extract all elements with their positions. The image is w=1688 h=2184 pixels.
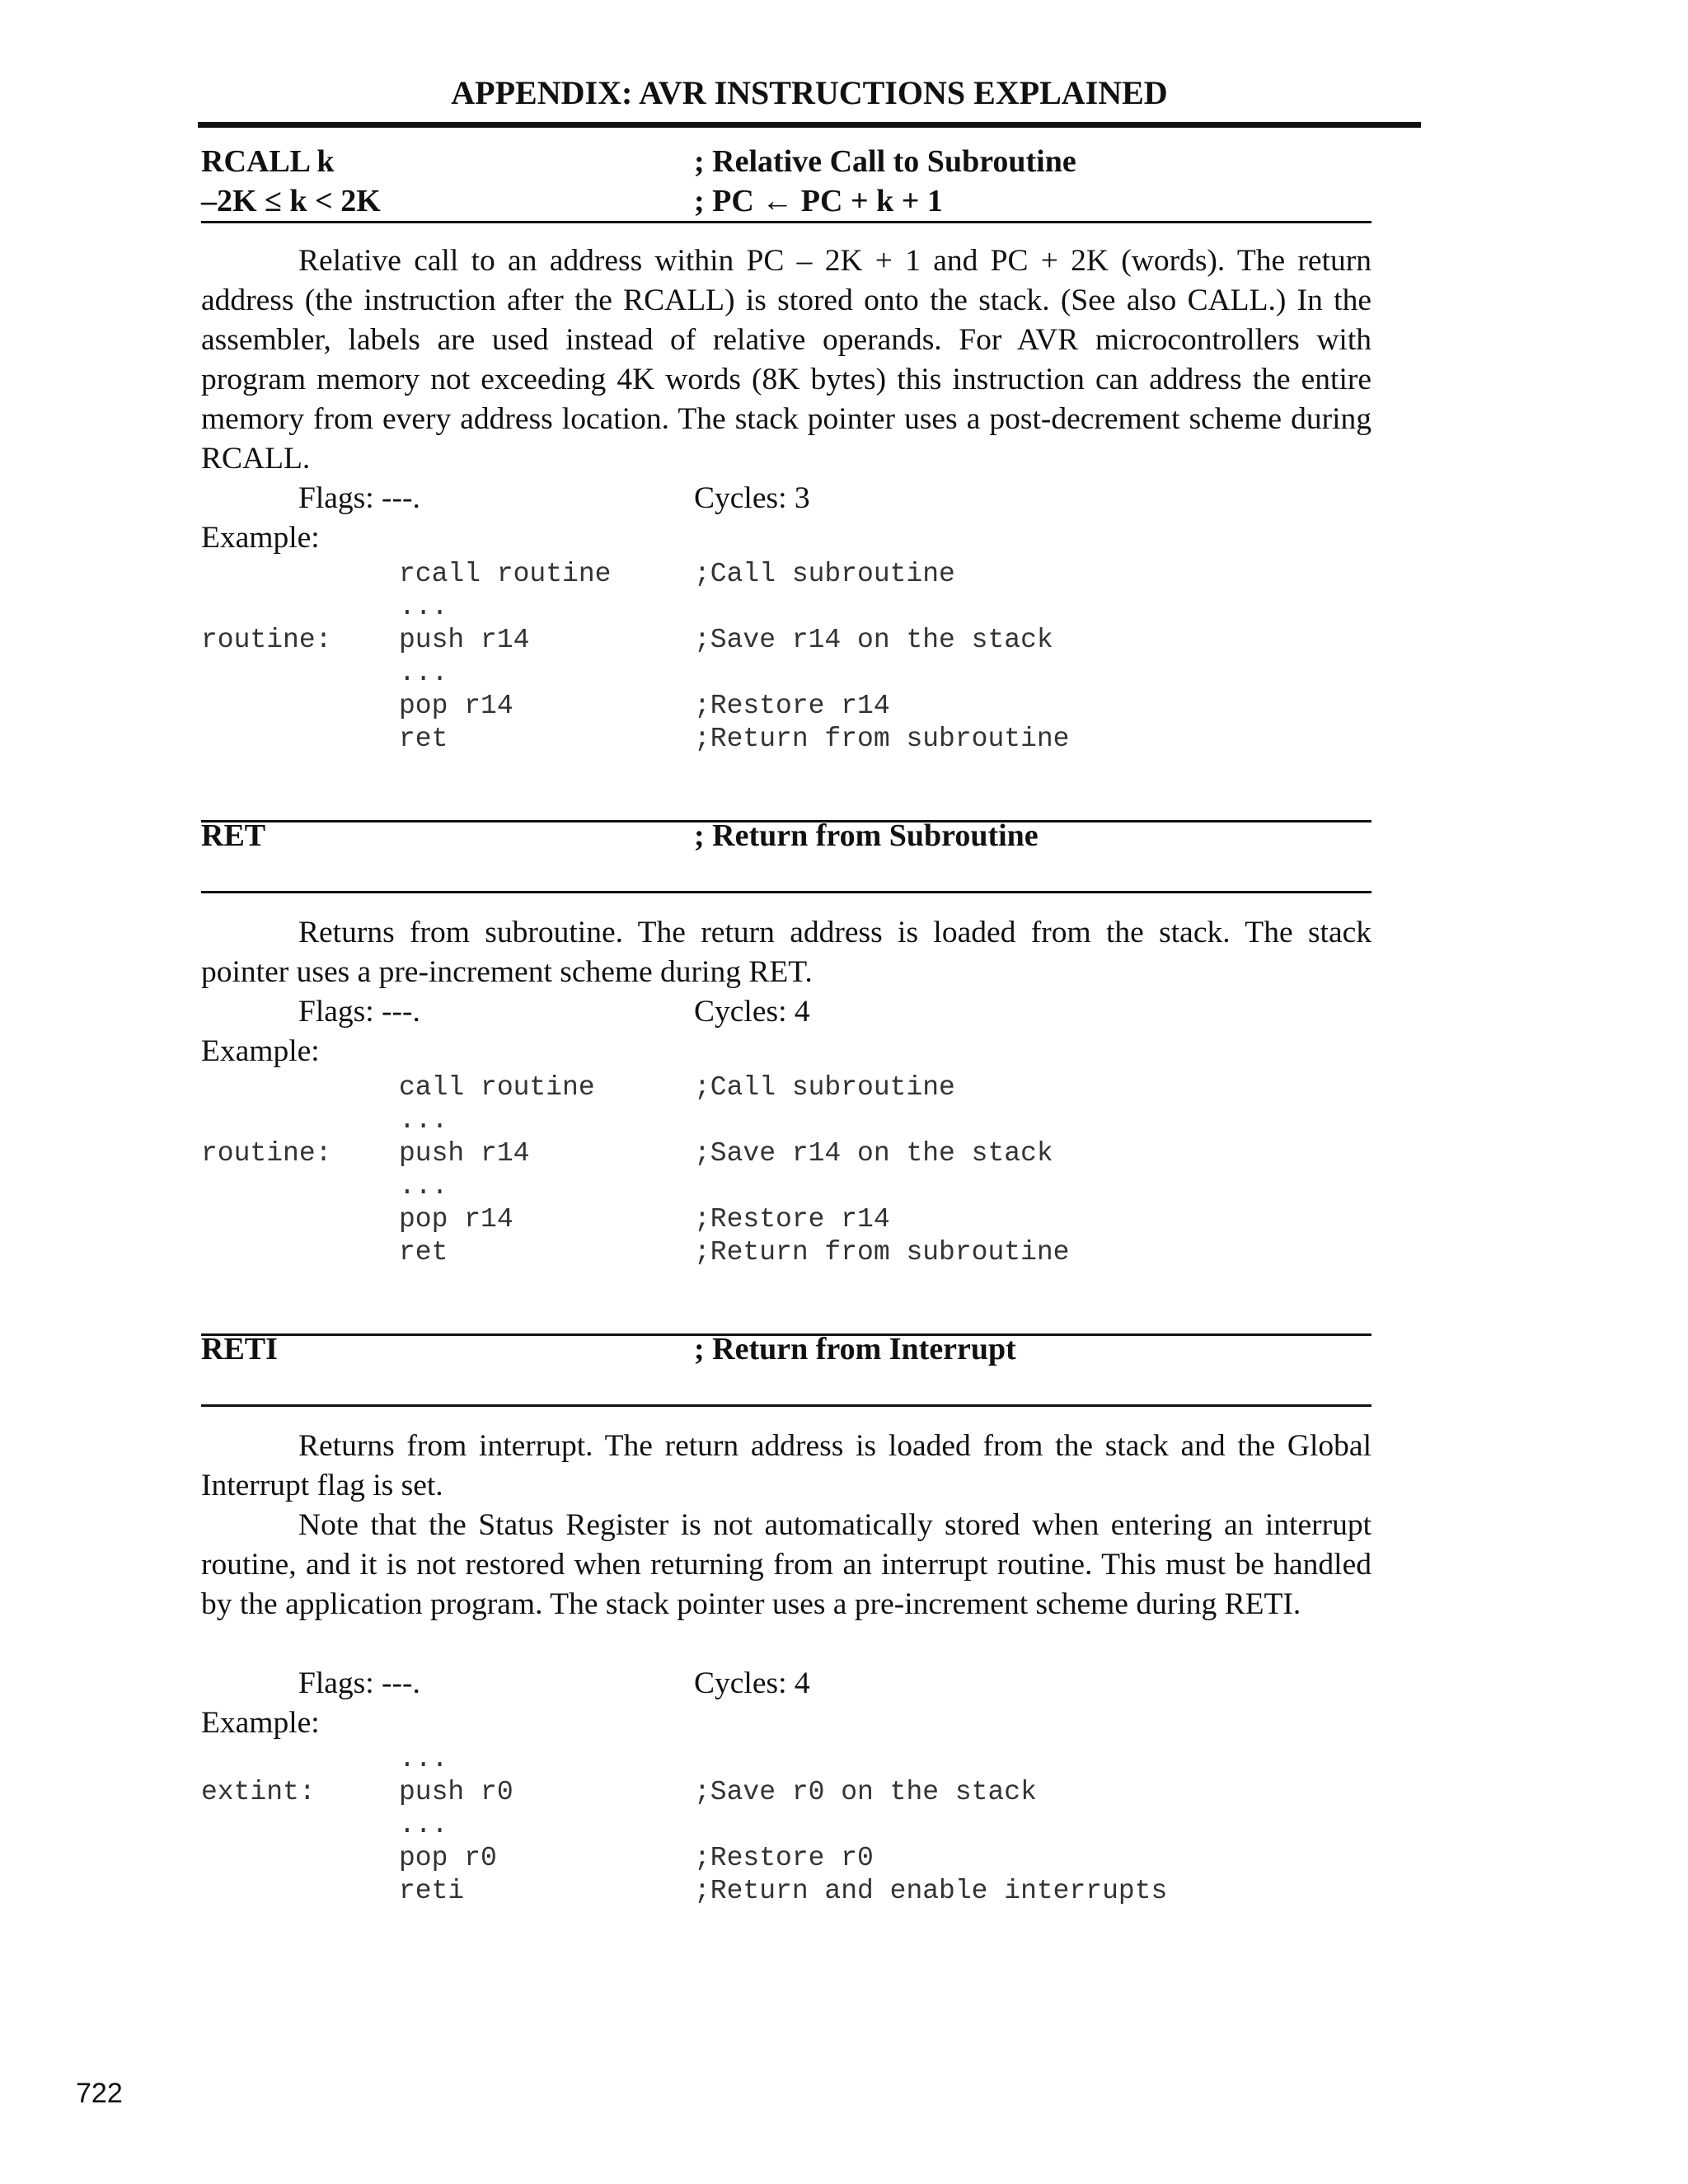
code-line (201, 1104, 1372, 1137)
ret-flags-row (201, 992, 1372, 1032)
code-instruction: pop r14 (399, 1204, 513, 1235)
rcall-example-label: Example: (201, 521, 320, 555)
code-comment: ;Return from subroutine (694, 724, 1070, 754)
code-instruction: pop r14 (399, 691, 513, 721)
ret-example-label: Example: (201, 1034, 320, 1068)
rcall-mnemonic: RCALL k (201, 144, 335, 179)
code-comment: ;Restore r14 (694, 1204, 890, 1235)
reti-mnemonic: RETI (201, 1332, 278, 1366)
ret-flags: Flags: ---. (298, 995, 420, 1029)
code-instruction: call routine (399, 1072, 595, 1103)
ret-mnemonic: RET (201, 818, 266, 853)
reti-description-2 (201, 1506, 1372, 1624)
code-line (201, 624, 1372, 657)
code-comment: ;Save r0 on the stack (694, 1777, 1037, 1807)
code-comment: ;Return and enable interrupts (694, 1876, 1168, 1906)
reti-flags-row (201, 1664, 1372, 1704)
code-comment: ;Restore r0 (694, 1843, 874, 1873)
reti-example-label: Example: (201, 1706, 320, 1740)
ret-title: ; Return from Subroutine (694, 818, 1039, 853)
ret-code-block (201, 1071, 1372, 1269)
ret-header (201, 816, 1372, 855)
code-instruction: ... (399, 1744, 448, 1774)
reti-cycles: Cycles: 4 (694, 1666, 810, 1700)
code-line (201, 657, 1372, 690)
ret-description-text: Returns from subroutine. The return address is loaded from the stack. The stack pointer uses a pre-increment scheme during RET. (201, 916, 1372, 989)
code-instruction: ret (399, 1237, 448, 1268)
code-instruction: ... (399, 1105, 448, 1136)
code-line (201, 723, 1372, 756)
code-line (201, 1842, 1372, 1875)
rcall-operation: ; PC ← PC + k + 1 (694, 184, 943, 218)
rcall-operation-row (201, 181, 1372, 221)
rcall-title: ; Relative Call to Subroutine (694, 144, 1076, 179)
reti-description-1-text: Returns from interrupt. The return address is loaded from the stack and the Global Interrupt flag is set. (201, 1429, 1372, 1502)
code-comment: ;Return from subroutine (694, 1237, 1070, 1268)
code-line (201, 1809, 1372, 1842)
code-line (201, 1071, 1372, 1104)
running-head: APPENDIX: AVR INSTRUCTIONS EXPLAINED (451, 74, 1168, 111)
rcall-flags-row (201, 479, 1372, 518)
code-instruction: ... (399, 1171, 448, 1202)
rcall-header-rule (201, 221, 1372, 223)
reti-description-2-text: Note that the Status Register is not automatically stored when entering an interrupt routine, and it is not restored when returning from an interrupt routine. This must be handled by the application program. The stack pointer uses a pre-increment scheme during RETI. (201, 1508, 1372, 1621)
code-instruction: ... (399, 658, 448, 688)
code-line (201, 1137, 1372, 1170)
page-number: 722 (76, 2078, 123, 2109)
ret-cycles: Cycles: 4 (694, 995, 810, 1029)
code-instruction: reti (399, 1876, 465, 1906)
code-line (201, 1170, 1372, 1203)
code-comment: ;Save r14 on the stack (694, 1138, 1053, 1169)
reti-title: ; Return from Interrupt (694, 1332, 1016, 1366)
rcall-cycles: Cycles: 3 (694, 481, 810, 515)
code-instruction: rcall routine (399, 559, 612, 589)
code-line (201, 1743, 1372, 1776)
code-instruction: pop r0 (399, 1843, 497, 1873)
code-line (201, 1875, 1372, 1908)
rcall-description-text: Relative call to an address within PC – 2K + 1 and PC + 2K (words). The return address (the instruction after the RCALL) is stored onto the stack. (See also CALL.) In the assembler, labels are used instead of relative operands. For AVR microcontrollers with program memory not exceeding 4K words (8K bytes) this instruction can address the entire memory from every address location. The stack pointer uses a post-decrement scheme during RCALL. (201, 244, 1372, 476)
code-label: extint: (201, 1777, 316, 1807)
code-line (201, 591, 1372, 624)
code-comment: ;Call subroutine (694, 1072, 955, 1103)
reti-code-block (201, 1743, 1372, 1908)
code-line (201, 1203, 1372, 1236)
rcall-range: –2K ≤ k < 2K (201, 184, 381, 218)
reti-header (201, 1329, 1372, 1369)
rcall-description (201, 241, 1372, 479)
code-line (201, 690, 1372, 723)
code-comment: ;Save r14 on the stack (694, 625, 1053, 655)
ret-description (201, 913, 1372, 992)
reti-bottom-rule (201, 1404, 1372, 1407)
code-instruction: push r14 (399, 1138, 530, 1169)
code-label: routine: (201, 1138, 332, 1169)
code-instruction: push r14 (399, 625, 530, 655)
ret-bottom-rule (201, 891, 1372, 893)
rcall-flags: Flags: ---. (298, 481, 420, 515)
code-comment: ;Restore r14 (694, 691, 890, 721)
rcall-header (201, 142, 1372, 181)
code-instruction: ... (399, 1810, 448, 1840)
code-line (201, 558, 1372, 591)
running-head-rule (198, 122, 1421, 128)
code-instruction: ret (399, 724, 448, 754)
code-line (201, 1236, 1372, 1269)
reti-flags: Flags: ---. (298, 1666, 420, 1700)
code-label: routine: (201, 625, 332, 655)
code-instruction: ... (399, 592, 448, 622)
code-comment: ;Call subroutine (694, 559, 955, 589)
rcall-code-block (201, 558, 1372, 756)
code-line (201, 1776, 1372, 1809)
code-instruction: push r0 (399, 1777, 513, 1807)
reti-description-1 (201, 1427, 1372, 1506)
